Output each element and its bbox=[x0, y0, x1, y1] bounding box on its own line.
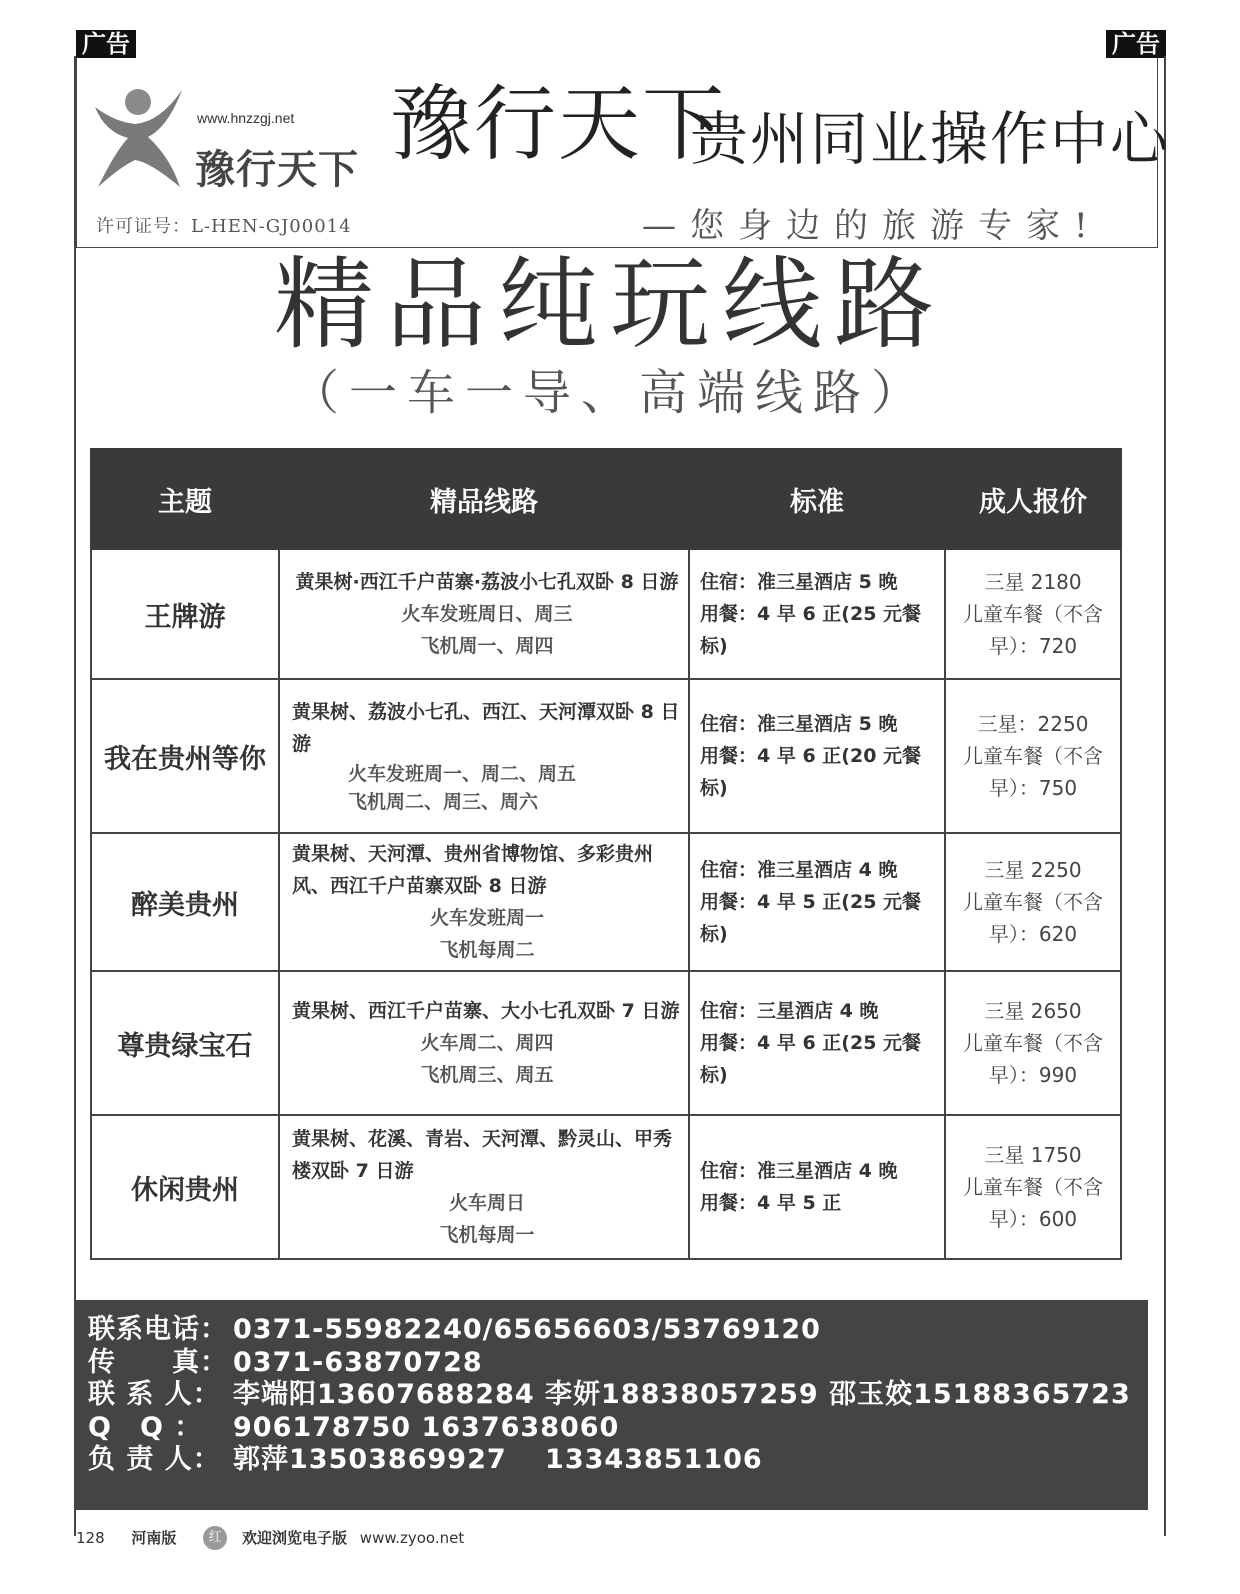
qq-value: 906178750 1637638060 bbox=[233, 1411, 620, 1443]
row-price bbox=[945, 833, 1121, 971]
owner-label: 负 责 人： bbox=[88, 1444, 221, 1475]
child-price: 早）：600 bbox=[988, 1207, 1078, 1231]
contact-fax-row bbox=[88, 1347, 1148, 1380]
route-train: 火车周二、周四 bbox=[420, 1032, 554, 1054]
adult-price: 三星 2250 bbox=[984, 858, 1082, 882]
lodging: 住宿：准三星酒店 5 晚 bbox=[700, 571, 898, 593]
lodging: 住宿：准三星酒店 5 晚 bbox=[700, 713, 898, 735]
route-train: 火车发班周一 bbox=[429, 907, 544, 929]
ad-tag-left: 广告 bbox=[76, 30, 136, 58]
meals: 用餐：4 早 6 正(20 元餐标) bbox=[700, 745, 922, 799]
route-name: 黄果树、荔波小七孔、西江、天河潭双卧 8 日游 bbox=[292, 701, 680, 755]
welcome-text: 欢迎浏览电子版 bbox=[242, 1528, 348, 1547]
ad-tag-right: 广告 bbox=[1106, 30, 1166, 58]
child-price: 早）：620 bbox=[988, 922, 1078, 946]
row-theme: 醉美贵州 bbox=[91, 833, 279, 971]
row-route bbox=[279, 833, 689, 971]
route-name: 黄果树、西江千户苗寨、大小七孔双卧 7 日游 bbox=[292, 1000, 680, 1022]
qq-label: Q Q ： bbox=[88, 1411, 203, 1443]
child-price: 早）：990 bbox=[988, 1063, 1078, 1087]
person-label: 联 系 人： bbox=[88, 1379, 221, 1410]
routes-table bbox=[90, 448, 1122, 1260]
child-price-label: 儿童车餐（不含 bbox=[963, 744, 1103, 768]
row-theme: 尊贵绿宝石 bbox=[91, 971, 279, 1115]
row-standard bbox=[689, 549, 945, 679]
row-theme: 我在贵州等你 bbox=[91, 679, 279, 833]
route-train: 火车发班周日、周三 bbox=[401, 603, 573, 625]
meals: 用餐：4 早 5 正(25 元餐标) bbox=[700, 891, 922, 945]
child-price-label: 儿童车餐（不含 bbox=[963, 602, 1103, 626]
header-price: 成人报价 bbox=[945, 449, 1121, 549]
contact-panel bbox=[74, 1300, 1148, 1510]
row-standard bbox=[689, 833, 945, 971]
lodging: 住宿：准三星酒店 4 晚 bbox=[700, 859, 898, 881]
route-train: 火车发班周一、周二、周五 bbox=[348, 763, 577, 785]
route-train: 火车周日 bbox=[448, 1192, 525, 1214]
route-plane: 飞机每周一 bbox=[439, 1224, 535, 1246]
adult-price: 三星 2180 bbox=[984, 570, 1082, 594]
row-standard bbox=[689, 1115, 945, 1259]
phone-label: 联系电话： bbox=[88, 1314, 228, 1345]
child-price-label: 儿童车餐（不含 bbox=[963, 1031, 1103, 1055]
table-row bbox=[91, 1115, 1121, 1259]
table-row bbox=[91, 549, 1121, 679]
logo-icon bbox=[90, 82, 185, 192]
row-route bbox=[279, 1115, 689, 1259]
page-subtitle: （一车一导、高端线路） bbox=[290, 365, 929, 421]
logo-text: 豫行天下 bbox=[195, 146, 359, 193]
route-name: 黄果树·西江千户苗寨·荔波小七孔双卧 8 日游 bbox=[295, 571, 679, 593]
site-link[interactable]: www.zyoo.net bbox=[359, 1528, 465, 1547]
route-plane: 飞机每周二 bbox=[439, 939, 535, 961]
edition-badge: 红 bbox=[203, 1526, 227, 1550]
child-price-label: 儿童车餐（不含 bbox=[963, 890, 1103, 914]
row-theme: 休闲贵州 bbox=[91, 1115, 279, 1259]
header-standard: 标准 bbox=[689, 449, 945, 549]
row-price bbox=[945, 971, 1121, 1115]
table-row bbox=[91, 679, 1121, 833]
meals: 用餐：4 早 6 正(25 元餐标) bbox=[700, 1032, 922, 1086]
adult-price: 三星：2250 bbox=[977, 712, 1089, 736]
row-standard bbox=[689, 971, 945, 1115]
page-title: 精品纯玩线路 bbox=[274, 246, 946, 363]
meals: 用餐：4 早 6 正(25 元餐标) bbox=[700, 603, 922, 657]
owner-value: 郭萍13503869927 13343851106 bbox=[233, 1444, 763, 1475]
slogan: —您身边的旅游专家! bbox=[642, 206, 1102, 246]
brand-subtitle: 贵州同业操作中心 bbox=[690, 105, 1171, 173]
license-number: 许可证号：L-HEN-GJ00014 bbox=[96, 216, 352, 237]
lodging: 住宿：三星酒店 4 晚 bbox=[700, 1000, 879, 1022]
route-plane: 飞机周二、周三、周六 bbox=[348, 791, 539, 813]
contact-person-row bbox=[88, 1379, 1148, 1412]
row-route bbox=[279, 971, 689, 1115]
person-value: 李端阳13607688284 李妍18838057259 邵玉姣15188365723 bbox=[233, 1379, 1131, 1410]
contact-owner-row bbox=[88, 1444, 1148, 1477]
child-price-label: 儿童车餐（不含 bbox=[963, 1175, 1103, 1199]
route-plane: 飞机周三、周五 bbox=[420, 1064, 554, 1086]
table-row bbox=[91, 833, 1121, 971]
route-name: 黄果树、花溪、青岩、天河潭、黔灵山、甲秀楼双卧 7 日游 bbox=[292, 1128, 673, 1182]
route-plane: 飞机周一、周四 bbox=[420, 635, 554, 657]
fax-value: 0371-63870728 bbox=[233, 1346, 483, 1378]
row-route bbox=[279, 679, 689, 833]
table-header-row bbox=[91, 449, 1121, 549]
contact-qq-row bbox=[88, 1412, 1148, 1445]
row-standard bbox=[689, 679, 945, 833]
route-name: 黄果树、天河潭、贵州省博物馆、多彩贵州风、西江千户苗寨双卧 8 日游 bbox=[292, 843, 654, 897]
lodging: 住宿：准三星酒店 4 晚 bbox=[700, 1160, 898, 1182]
child-price: 早）：720 bbox=[988, 634, 1078, 658]
row-theme: 王牌游 bbox=[91, 549, 279, 679]
row-route bbox=[279, 549, 689, 679]
table-row bbox=[91, 971, 1121, 1115]
adult-price: 三星 1750 bbox=[984, 1143, 1082, 1167]
child-price: 早）：750 bbox=[988, 776, 1078, 800]
phone-value: 0371-55982240/65656603/53769120 bbox=[233, 1314, 821, 1345]
page-footer bbox=[76, 1526, 486, 1550]
edition-label: 河南版 bbox=[131, 1528, 177, 1547]
meals: 用餐：4 早 5 正 bbox=[700, 1192, 842, 1214]
page-number: 128 bbox=[76, 1528, 105, 1547]
header-theme: 主题 bbox=[91, 449, 279, 549]
fax-label: 传 真： bbox=[88, 1346, 228, 1378]
brand-title: 豫行天下 bbox=[390, 77, 727, 172]
logo-url: www.hnzzgj.net bbox=[197, 110, 295, 126]
row-price bbox=[945, 1115, 1121, 1259]
row-price bbox=[945, 679, 1121, 833]
contact-phone-row bbox=[88, 1314, 1148, 1347]
header-route: 精品线路 bbox=[279, 449, 689, 549]
adult-price: 三星 2650 bbox=[984, 999, 1082, 1023]
row-price bbox=[945, 549, 1121, 679]
